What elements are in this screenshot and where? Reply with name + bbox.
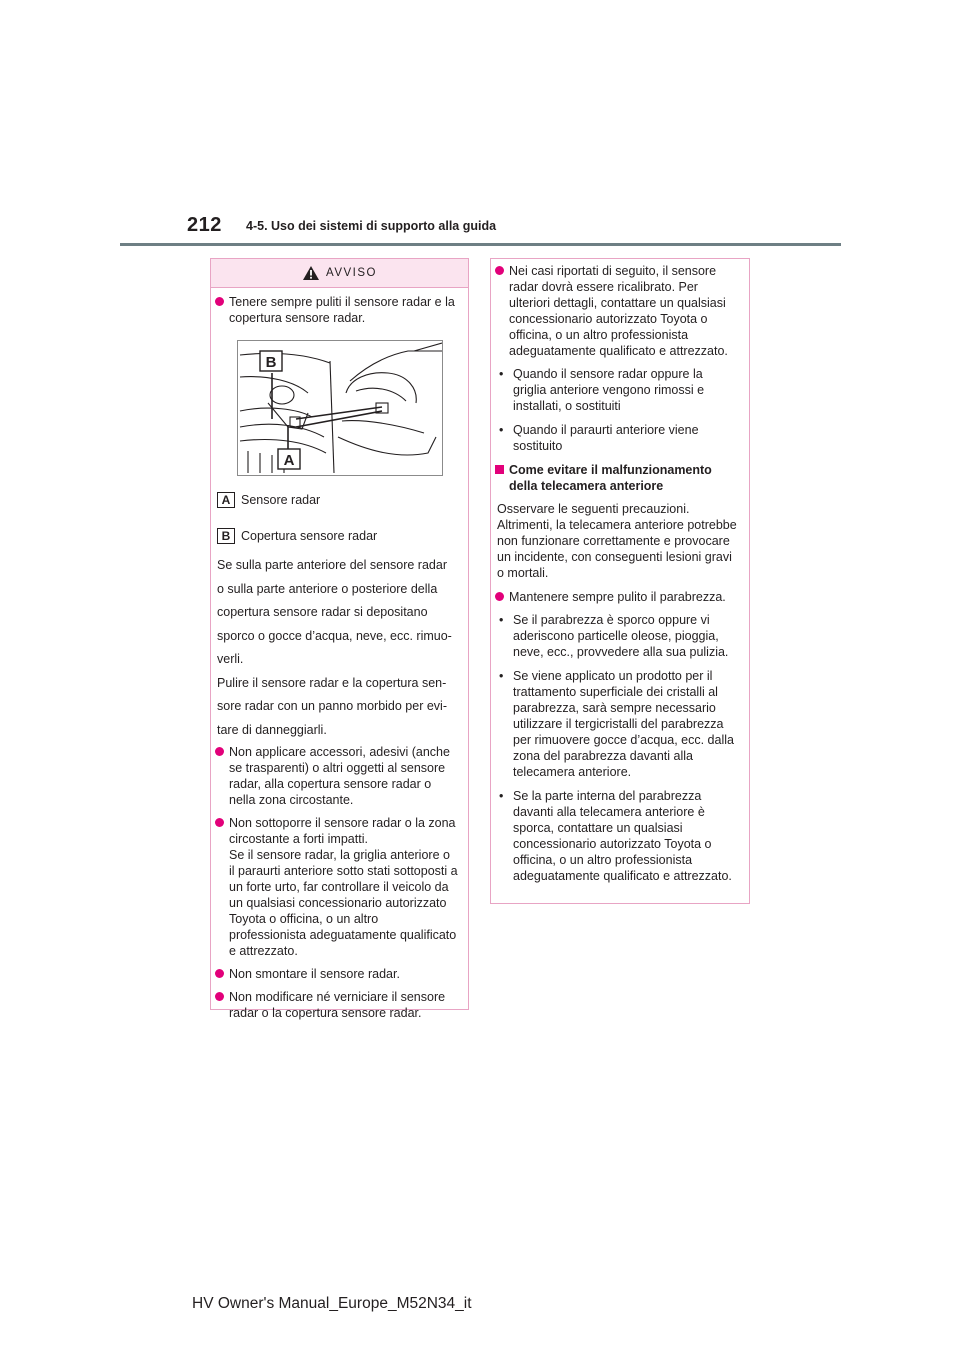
sub-bullet-icon: • xyxy=(499,613,504,627)
sub-list-item xyxy=(499,788,739,884)
bullet-dot-icon xyxy=(215,969,224,978)
sub-text: Quando il sensore radar oppure la griglia anteriore vengono rimossi e installati, o sostituiti xyxy=(513,367,705,413)
list-item xyxy=(215,815,458,959)
list-item xyxy=(495,263,739,359)
bullet-text: Mantenere sempre pulito il parabrezza. xyxy=(509,590,726,604)
bullet-text: Non sottoporre il sensore radar o la zona circostante a forti impatti. xyxy=(229,816,456,846)
section-title: 4-5. Uso dei sistemi di supporto alla guida xyxy=(246,219,497,233)
legend-text: Sensore radar xyxy=(241,493,321,507)
list-item xyxy=(215,966,458,982)
sub-bullet-icon: • xyxy=(499,789,504,803)
bullet-text: Non smontare il sensore radar. xyxy=(229,967,400,981)
callout-a-label: A xyxy=(283,452,295,469)
sub-text: Se viene applicato un prodotto per il trattamento superficiale dei cristalli al parabrezza, sarà sempre necessario utilizzare il tergicristalli del parabrezza per rimuovere gocce d’acqua, ecc. dalla zona del parabrezza davanti alla telecamera anteriore. xyxy=(513,669,734,779)
bullet-text: Nei casi riportati di seguito, il sensore radar dovrà essere ricalibrato. Per ulteriori dettagli, contattare un qualsiasi concessionario autorizzato Toyota o officina, o un altro professionista adeguatamente qualificato e attrezzato. xyxy=(509,264,728,358)
sub-bullet-icon: • xyxy=(499,669,504,683)
heading-text: Come evitare il malfunzionamento della telecamera anteriore xyxy=(509,463,712,493)
callout-b-label: B xyxy=(265,354,277,371)
bullet-dot-icon xyxy=(215,747,224,756)
bullet-dot-icon xyxy=(495,266,504,275)
warning-title: AVVISO xyxy=(326,267,377,279)
footer-manual-id: HV Owner's Manual_Europe_M52N34_it xyxy=(192,1295,472,1312)
sub-text: Quando il paraurti anteriore viene sostituito xyxy=(513,423,699,453)
cloth-paragraph xyxy=(215,674,458,741)
text-line: sporco o gocce d’acqua, neve, ecc. rimuo- xyxy=(217,628,452,643)
bullet-dot-icon xyxy=(215,992,224,1001)
list-item xyxy=(215,744,458,808)
text-line: verli. xyxy=(217,652,244,666)
sub-text: Se il parabrezza è sporco oppure vi aderiscono particelle oleose, pioggia, neve, ecc., provvedere alla sua pulizia. xyxy=(513,613,729,659)
list-item xyxy=(495,589,739,605)
bullet-text: Tenere sempre puliti il sensore radar e la copertura sensore radar. xyxy=(229,295,455,325)
bullet-text: Non applicare accessori, adesivi (anche se trasparenti) o altri oggetti al sensore radar, alla copertura sensore radar o nella zona circostante. xyxy=(229,745,450,807)
warning-header xyxy=(211,259,468,288)
bullet-text: Non modificare né verniciare il sensore radar o la copertura sensore radar. xyxy=(229,990,446,1020)
list-item xyxy=(215,989,458,1021)
sub-list-item xyxy=(499,422,739,454)
text-line: sore radar con un panno morbido per evi- xyxy=(217,699,447,713)
sub-list-item xyxy=(499,366,739,414)
warning-triangle-icon xyxy=(302,265,320,281)
legend-item-a xyxy=(217,492,458,508)
cleaning-paragraph xyxy=(215,556,458,670)
radar-sensor-illustration xyxy=(237,340,443,476)
text-line: copertura sensore radar si depositano xyxy=(217,605,428,619)
bullet-dot-icon xyxy=(215,297,224,306)
bullet-dot-icon xyxy=(215,818,224,827)
header-rule xyxy=(120,243,841,246)
heading-square-icon xyxy=(495,465,504,474)
bullet-dot-icon xyxy=(495,592,504,601)
section-heading xyxy=(495,462,739,494)
text-line: o sulla parte anteriore o posteriore della xyxy=(217,581,438,596)
warning-box-continued xyxy=(490,258,750,904)
sub-list-item xyxy=(499,612,739,660)
list-item xyxy=(215,294,458,326)
legend-item-b xyxy=(217,528,458,544)
legend-letter: B xyxy=(217,528,235,544)
sub-bullet-icon: • xyxy=(499,367,504,381)
precaution-paragraph: Osservare le seguenti precauzioni. Altrimenti, la telecamera anteriore potrebbe non funzionare correttamente e provocare un incidente, con conseguenti lesioni gravi o mortali. xyxy=(497,502,737,580)
sub-text: Se la parte interna del parabrezza davanti alla telecamera anteriore è sporca, contattare un qualsiasi concessionario autorizzato Toyota o officina, o un altro professionista adeguatamente qualificato e attrezzato. xyxy=(513,789,732,883)
text-line: tare di danneggiarli. xyxy=(217,722,327,737)
sub-bullet-icon: • xyxy=(499,423,504,437)
warning-box xyxy=(210,258,469,1020)
text-line: Se sulla parte anteriore del sensore radar xyxy=(217,558,447,572)
legend-letter: A xyxy=(217,492,235,508)
sub-list-item xyxy=(499,668,739,780)
bullet-text: Se il sensore radar, la griglia anteriore o il paraurti anteriore sotto stati sottoposti a un forte urto, far controllare il veicolo da un qualsiasi concessionario autorizzato Toyota o officina, o un altro professionista adeguatamente qualificato e attrezzato. xyxy=(229,848,458,958)
car-front-drawing xyxy=(238,341,442,475)
text-line: Pulire il sensore radar e la copertura sen- xyxy=(217,675,447,690)
page-number: 212 xyxy=(187,214,222,236)
legend-text: Copertura sensore radar xyxy=(241,529,378,543)
